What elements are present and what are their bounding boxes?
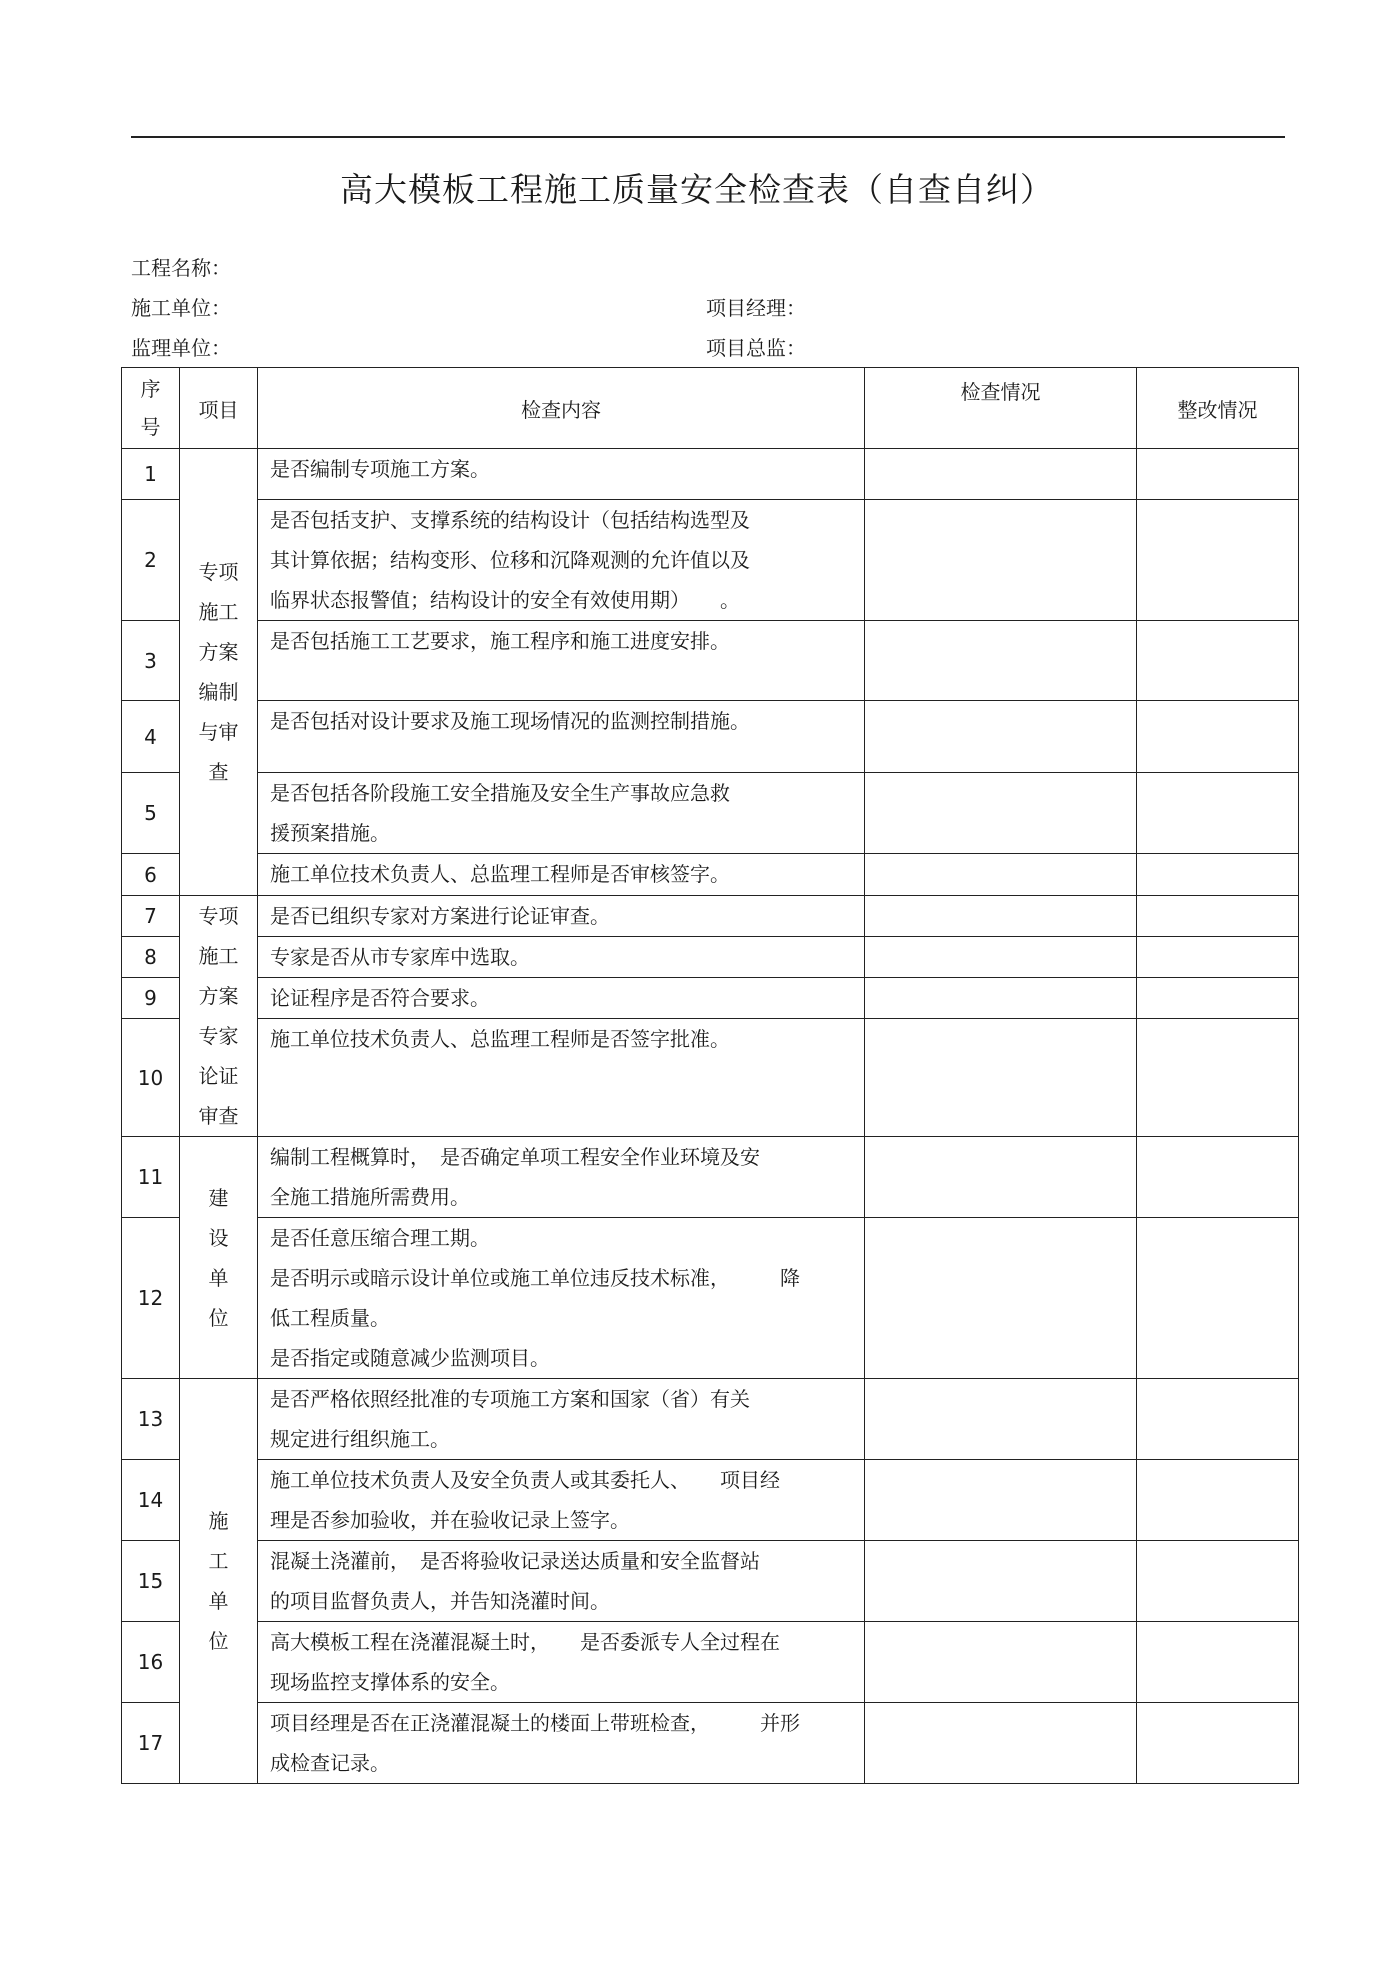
project-name-label: 工程名称： bbox=[131, 256, 231, 280]
table-row bbox=[122, 1218, 1299, 1379]
check-status-cell[interactable] bbox=[865, 1703, 1137, 1784]
table-row bbox=[122, 854, 1299, 896]
check-content-line: 施工单位技术负责人、总监理工程师是否签字批准。 bbox=[270, 1027, 730, 1052]
check-content-line: 现场监控支撑体系的安全。 bbox=[270, 1670, 510, 1694]
check-status-cell[interactable] bbox=[865, 1218, 1137, 1379]
check-content-line: 编制工程概算时， 是否确定单项工程安全作业环境及安 bbox=[270, 1145, 760, 1169]
table-row bbox=[122, 1379, 1299, 1460]
check-content-line: 项目经理是否在正浇灌混凝土的楼面上带班检查， 并形 bbox=[270, 1711, 800, 1735]
check-content-line: 高大模板工程在浇灌混凝土时， 是否委派专人全过程在 bbox=[270, 1630, 780, 1654]
project-group-label-line: 审查 bbox=[198, 1104, 239, 1128]
row-number: 16 bbox=[122, 1622, 180, 1703]
rectification-cell[interactable] bbox=[1137, 937, 1299, 978]
check-content-line: 混凝土浇灌前， 是否将验收记录送达质量和安全监督站 bbox=[270, 1549, 760, 1573]
seq-header-line-2: 号 bbox=[140, 415, 161, 439]
check-content bbox=[258, 854, 865, 896]
check-content bbox=[258, 1622, 865, 1703]
check-content-line: 援预案措施。 bbox=[270, 821, 390, 845]
check-content-line: 是否包括施工工艺要求，施工程序和施工进度安排。 bbox=[270, 629, 730, 653]
check-status-cell[interactable] bbox=[865, 896, 1137, 937]
check-content-line: 成检查记录。 bbox=[270, 1751, 390, 1775]
row-number: 3 bbox=[122, 621, 180, 701]
check-content bbox=[258, 1137, 865, 1218]
check-status-cell[interactable] bbox=[865, 773, 1137, 854]
table-row bbox=[122, 937, 1299, 978]
check-status-header: 检查情况 bbox=[865, 368, 1137, 449]
rectification-cell[interactable] bbox=[1137, 701, 1299, 773]
project-group-g2 bbox=[180, 896, 258, 1137]
check-content-line: 是否严格依照经批准的专项施工方案和国家（省）有关 bbox=[270, 1387, 750, 1411]
table-row bbox=[122, 621, 1299, 701]
row-number: 1 bbox=[122, 449, 180, 500]
check-content bbox=[258, 1703, 865, 1784]
project-group-label-line: 施工 bbox=[198, 944, 239, 968]
top-rule bbox=[131, 136, 1285, 138]
table-row bbox=[122, 1019, 1299, 1137]
check-status-cell[interactable] bbox=[865, 1019, 1137, 1137]
row-number: 13 bbox=[122, 1379, 180, 1460]
rectification-cell[interactable] bbox=[1137, 1703, 1299, 1784]
project-group-label-line: 编制 bbox=[198, 680, 239, 704]
check-content-line: 是否任意压缩合理工期。 bbox=[270, 1226, 490, 1250]
content-header: 检查内容 bbox=[258, 368, 865, 449]
project-group-label-line: 方案 bbox=[198, 640, 239, 664]
check-content bbox=[258, 1019, 865, 1137]
seq-header-line-1: 序 bbox=[140, 377, 161, 401]
check-content bbox=[258, 937, 865, 978]
check-status-cell[interactable] bbox=[865, 500, 1137, 621]
chief-supervisor-label: 项目总监： bbox=[706, 336, 806, 360]
page-title: 高大模板工程施工质量安全检查表（自查自纠） bbox=[340, 170, 1054, 209]
project-group-label-line: 位 bbox=[208, 1305, 229, 1330]
check-status-cell[interactable] bbox=[865, 621, 1137, 701]
rectification-cell[interactable] bbox=[1137, 896, 1299, 937]
rectification-cell[interactable] bbox=[1137, 773, 1299, 854]
project-group-label-line: 施 bbox=[208, 1509, 229, 1533]
rectification-cell[interactable] bbox=[1137, 1218, 1299, 1379]
table-row bbox=[122, 1137, 1299, 1218]
project-group-g4 bbox=[180, 1379, 258, 1784]
check-status-cell[interactable] bbox=[865, 978, 1137, 1019]
row-number: 6 bbox=[122, 854, 180, 896]
table-row bbox=[122, 773, 1299, 854]
row-number: 11 bbox=[122, 1137, 180, 1218]
row-number: 10 bbox=[122, 1019, 180, 1137]
table-row bbox=[122, 1541, 1299, 1622]
row-number: 15 bbox=[122, 1541, 180, 1622]
check-content bbox=[258, 1460, 865, 1541]
row-number: 5 bbox=[122, 773, 180, 854]
table-row bbox=[122, 1460, 1299, 1541]
rectification-cell[interactable] bbox=[1137, 978, 1299, 1019]
check-content-line: 全施工措施所需费用。 bbox=[270, 1185, 470, 1209]
project-group-label-line: 方案 bbox=[198, 984, 239, 1008]
rectification-cell[interactable] bbox=[1137, 1019, 1299, 1137]
check-content-line: 是否包括对设计要求及施工现场情况的监测控制措施。 bbox=[270, 709, 750, 733]
check-status-cell[interactable] bbox=[865, 854, 1137, 896]
check-content bbox=[258, 978, 865, 1019]
project-group-label-line: 专项 bbox=[198, 560, 239, 584]
check-status-cell[interactable] bbox=[865, 1622, 1137, 1703]
check-content-line: 其计算依据；结构变形、位移和沉降观测的允许值以及 bbox=[270, 548, 750, 572]
rectification-cell[interactable] bbox=[1137, 854, 1299, 896]
project-group-label-line: 查 bbox=[208, 760, 229, 784]
table-row bbox=[122, 978, 1299, 1019]
supervision-unit-label: 监理单位： bbox=[131, 336, 231, 360]
check-status-cell[interactable] bbox=[865, 701, 1137, 773]
row-number: 8 bbox=[122, 937, 180, 978]
check-content bbox=[258, 621, 865, 701]
check-content bbox=[258, 500, 865, 621]
construction-unit-label: 施工单位： bbox=[131, 296, 231, 320]
check-content bbox=[258, 896, 865, 937]
check-status-cell[interactable] bbox=[865, 449, 1137, 500]
check-content-line: 是否指定或随意减少监测项目。 bbox=[270, 1346, 550, 1370]
check-content-line: 的项目监督负责人，并告知浇灌时间。 bbox=[270, 1589, 610, 1613]
seq-header bbox=[122, 368, 180, 449]
project-group-label-line: 论证 bbox=[198, 1064, 239, 1088]
rectification-cell[interactable] bbox=[1137, 1460, 1299, 1541]
rectification-header: 整改情况 bbox=[1137, 368, 1299, 449]
check-content bbox=[258, 1541, 865, 1622]
row-number: 12 bbox=[122, 1218, 180, 1379]
check-content bbox=[258, 1218, 865, 1379]
table-row bbox=[122, 896, 1299, 937]
project-group-label-line: 工 bbox=[208, 1549, 229, 1573]
project-group-label-line: 专项 bbox=[198, 904, 239, 928]
rectification-cell[interactable] bbox=[1137, 1622, 1299, 1703]
check-content-line: 论证程序是否符合要求。 bbox=[270, 986, 490, 1011]
check-status-cell[interactable] bbox=[865, 937, 1137, 978]
check-content-line: 是否包括各阶段施工安全措施及安全生产事故应急救 bbox=[270, 781, 730, 805]
project-header: 项目 bbox=[180, 368, 258, 449]
project-group-label-line: 设 bbox=[208, 1225, 229, 1250]
check-status-cell[interactable] bbox=[865, 1137, 1137, 1218]
check-content-line: 是否明示或暗示设计单位或施工单位违反技术标准， 降 bbox=[270, 1266, 800, 1290]
check-content bbox=[258, 701, 865, 773]
row-number: 7 bbox=[122, 896, 180, 937]
check-content-line: 是否编制专项施工方案。 bbox=[270, 457, 490, 481]
check-content-line: 低工程质量。 bbox=[270, 1306, 390, 1330]
project-group-label-line: 位 bbox=[208, 1629, 229, 1653]
rectification-cell[interactable] bbox=[1137, 1541, 1299, 1622]
check-content-line: 是否已组织专家对方案进行论证审查。 bbox=[270, 904, 610, 928]
table-row bbox=[122, 449, 1299, 500]
project-group-g3 bbox=[180, 1137, 258, 1379]
check-content-line: 专家是否从市专家库中选取。 bbox=[270, 945, 530, 970]
check-content-line: 是否包括支护、支撑系统的结构设计（包括结构选型及 bbox=[270, 508, 750, 532]
rectification-cell[interactable] bbox=[1137, 1379, 1299, 1460]
check-content-line: 临界状态报警值；结构设计的安全有效使用期） 。 bbox=[270, 588, 740, 612]
check-content bbox=[258, 1379, 865, 1460]
check-content-line: 理是否参加验收，并在验收记录上签字。 bbox=[270, 1508, 630, 1532]
row-number: 4 bbox=[122, 701, 180, 773]
project-group-label-line: 专家 bbox=[198, 1024, 239, 1048]
row-number: 9 bbox=[122, 978, 180, 1019]
row-number: 14 bbox=[122, 1460, 180, 1541]
project-group-label-line: 单 bbox=[208, 1265, 229, 1290]
table-row bbox=[122, 701, 1299, 773]
check-content-line: 施工单位技术负责人、总监理工程师是否审核签字。 bbox=[270, 862, 730, 886]
table-row bbox=[122, 1622, 1299, 1703]
row-number: 2 bbox=[122, 500, 180, 621]
check-status-cell[interactable] bbox=[865, 1541, 1137, 1622]
table-row bbox=[122, 1703, 1299, 1784]
row-number: 17 bbox=[122, 1703, 180, 1784]
rectification-cell[interactable] bbox=[1137, 621, 1299, 701]
project-manager-label: 项目经理： bbox=[706, 296, 806, 320]
header-row bbox=[122, 368, 1299, 449]
check-content-line: 施工单位技术负责人及安全负责人或其委托人、 项目经 bbox=[270, 1468, 780, 1492]
check-content-line: 规定进行组织施工。 bbox=[270, 1427, 450, 1451]
check-status-cell[interactable] bbox=[865, 1379, 1137, 1460]
check-content bbox=[258, 773, 865, 854]
project-group-label-line: 单 bbox=[208, 1589, 229, 1613]
rectification-cell[interactable] bbox=[1137, 500, 1299, 621]
project-group-label-line: 施工 bbox=[198, 600, 239, 624]
project-group-g1 bbox=[180, 449, 258, 896]
rectification-cell[interactable] bbox=[1137, 449, 1299, 500]
project-group-label-line: 建 bbox=[208, 1185, 229, 1210]
table-row bbox=[122, 500, 1299, 621]
check-content bbox=[258, 449, 865, 500]
inspection-table bbox=[121, 367, 1299, 1784]
project-group-label-line: 与审 bbox=[198, 720, 239, 744]
rectification-cell[interactable] bbox=[1137, 1137, 1299, 1218]
check-status-cell[interactable] bbox=[865, 1460, 1137, 1541]
